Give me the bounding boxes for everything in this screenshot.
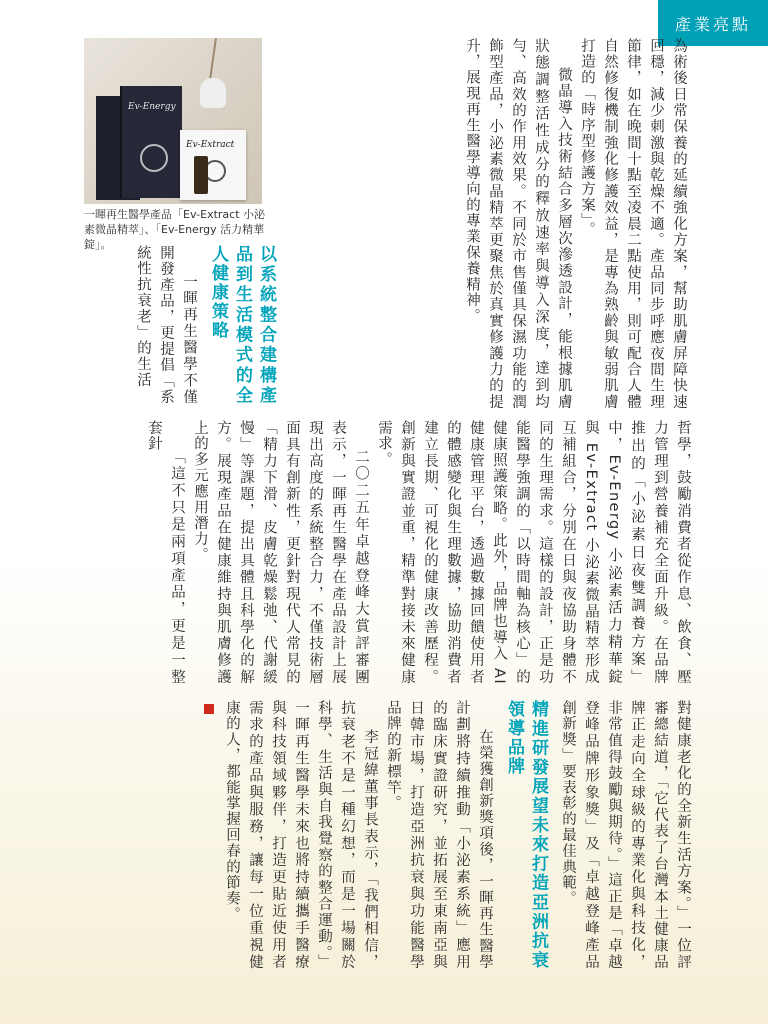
paragraph: 為術後日常保養的延續強化方案，幫助肌膚屏障快速回穩，減少刺激與乾燥不適。產品同步呼應夜間生理節律，如在晚間十點至凌晨二點使用，則可配合人體自然修復機制強化修護效益，是專為熟齡與敏弱肌膚打造的「時序型修護方案」。 (579, 38, 687, 410)
paragraph: 對健康老化的全新生活方案。」一位評審總結道，「它代表了台灣本土健康品牌正走向全球級的專業化與科技化，非常值得鼓勵與期待。」這正是「卓越登峰品牌形象獎」及「卓越登峰產品創新獎」要表彰的最佳典範。 (560, 700, 691, 970)
product-box-energy (122, 86, 182, 198)
box-label: Ev-Energy (128, 102, 176, 112)
paragraph: 一暉再生醫學不僅開發產品，更提倡「系統性抗衰老」的生活 (135, 245, 197, 405)
paragraph: 二〇二五年卓越登峰大賞評審團表示，一暉再生醫學在產品設計上展現出高度的系統整合力，不僅技術層面具有創新性，更針對現代人常見的「精力下滑、皮膚乾燥鬆弛、代謝緩慢」等課題，提出具體且科學化的解方。展現產品在健康維持與肌膚修護上的多元應用潛力。 (192, 420, 369, 685)
paragraph: 李冠緯董事長表示，「我們相信，抗衰老不是一種幻想，而是一場關於科學、生活與自我覺察的整合運動。」一暉再生醫學未來也將持續攜手醫療與科技領域夥伴，打造更貼近使用者需求的產品與服務，讓每一位重視健康的人，都能掌握回春的節奏。 (224, 700, 378, 970)
product-photo (84, 38, 262, 204)
end-mark-icon (204, 704, 214, 714)
article-column-3 (84, 700, 694, 970)
section-tag: 產業亮點 (658, 0, 768, 46)
paragraph: 哲學，鼓勵消費者從作息、飲食、壓力管理到營養補充全面升級。在品牌推出的「小泌素日夜雙調養方案」中，Ev-Energy 小泌素活力精華錠與 Ev-Extract 小泌素微晶精萃形成互補組合，分別在日與夜協助身體不同的生理需求。這樣的設計，正是功能醫學強調的「以時間軸為核心」的健康照護策略。此外，品牌也導入 AI 健康管理平台，透過數據回饋使用者的體感變化與生理數據，協助消費者建立長期、可視化的健康改善歷程。創新與實證並重，精準對接未來健康需求。 (376, 420, 691, 685)
section-heading: 精進研發展望未來打造亞洲抗衰領導品牌 (504, 700, 548, 970)
vase (200, 78, 226, 108)
serum-bottle (194, 156, 208, 194)
article-column-1 (270, 38, 690, 410)
plant-stem (209, 38, 217, 80)
paragraph: 微晶導入技術結合多層次滲透設計，能根據肌膚狀態調整活性成分的釋放速率與導入深度，達到均勻、高效的作用效果。不同於市售僅具保濕功能的潤飾型產品，小泌素微晶精萃更聚焦於真實修護力的提升，展現再生醫學導向的專業保養精神。 (464, 38, 572, 410)
paragraph: 「這不只是兩項產品，更是一整套針 (146, 420, 185, 685)
article-column-2 (84, 420, 694, 685)
emblem-icon (140, 144, 168, 172)
section-heading: 以系統整合建構產品到生活模式的全人健康策略 (208, 245, 276, 405)
photo-caption: 一暉再生醫學產品「Ev-Extract 小泌素微晶精萃」、「Ev-Energy 活力精華錠」。 (84, 208, 266, 251)
paragraph: 在榮獲創新獎項後，一暉再生醫學計劃將持續推動「小泌素系統」應用的臨床實證研究，並拓展至東南亞與日韓市場，打造亞洲抗衰與功能醫學品牌的新標竿。 (385, 700, 493, 970)
article-column-1-lower (84, 245, 284, 405)
product-box-extract (180, 130, 246, 200)
box-label: Ev-Extract (186, 140, 235, 150)
